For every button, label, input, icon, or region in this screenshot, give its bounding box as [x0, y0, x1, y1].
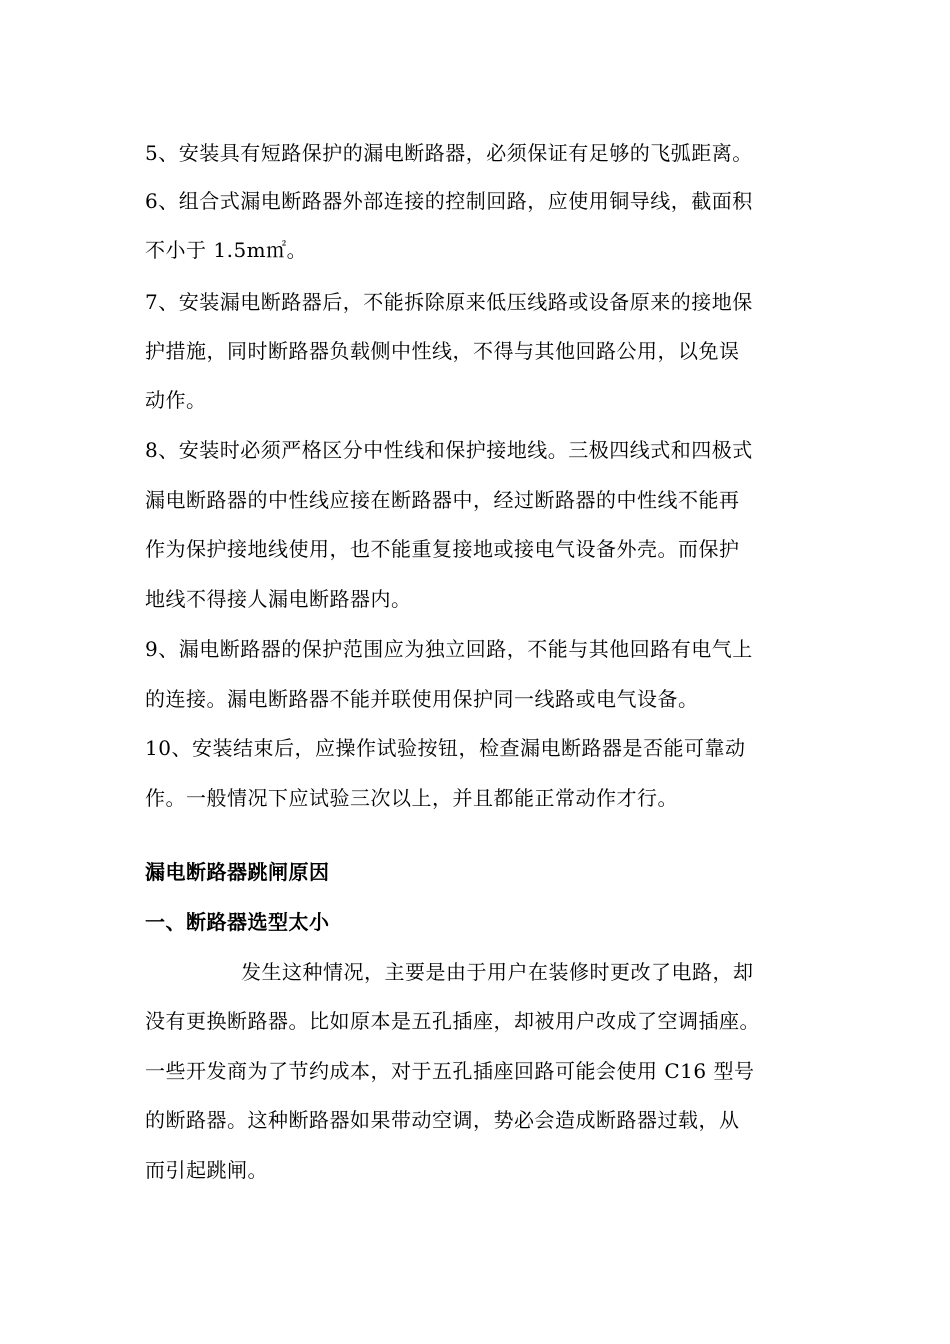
- text-line-3: 不小于 1.5m㎡。: [145, 238, 308, 262]
- text-line-6: 动作。: [145, 388, 207, 412]
- text-line-12: 的连接。漏电断路器不能并联使用保护同一线路或电气设备。: [145, 687, 699, 711]
- paragraph-line-4: 的断路器。这种断路器如果带动空调，势必会造成断路器过载，从: [145, 1108, 740, 1132]
- text-line-8: 漏电断路器的中性线应接在断路器中，经过断路器的中性线不能再: [145, 488, 740, 512]
- text-line-9: 作为保护接地线使用，也不能重复接地或接电气设备外壳。而保护: [145, 537, 740, 561]
- text-line-2: 6、组合式漏电断路器外部连接的控制回路，应使用铜导线，截面积: [145, 189, 753, 213]
- paragraph-line-1: 发生这种情况，主要是由于用户在装修时更改了电路，却: [241, 960, 754, 984]
- text-line-1: 5、安装具有短路保护的漏电断路器，必须保证有足够的飞弧距离。: [145, 141, 753, 165]
- text-line-14: 作。一般情况下应试验三次以上，并且都能正常动作才行。: [145, 786, 678, 810]
- text-line-11: 9、漏电断路器的保护范围应为独立回路，不能与其他回路有电气上: [145, 637, 753, 661]
- text-line-5: 护措施，同时断路器负载侧中性线，不得与其他回路公用，以免误: [145, 339, 740, 363]
- paragraph-line-5: 而引起跳闸。: [145, 1158, 268, 1182]
- text-line-4: 7、安装漏电断路器后，不能拆除原来低压线路或设备原来的接地保: [145, 290, 753, 314]
- text-line-7: 8、安装时必须严格区分中性线和保护接地线。三极四线式和四极式: [145, 438, 753, 462]
- paragraph-line-2: 没有更换断路器。比如原本是五孔插座，却被用户改成了空调插座。: [145, 1009, 760, 1033]
- section-title: 漏电断路器跳闸原因: [145, 860, 330, 884]
- subsection-title: 一、断路器选型太小: [145, 910, 330, 934]
- paragraph-line-3: 一些开发商为了节约成本，对于五孔插座回路可能会使用 C16 型号: [145, 1059, 755, 1083]
- text-line-10: 地线不得接人漏电断路器内。: [145, 587, 412, 611]
- text-line-13: 10、安装结束后，应操作试验按钮，检查漏电断路器是否能可靠动: [145, 736, 746, 760]
